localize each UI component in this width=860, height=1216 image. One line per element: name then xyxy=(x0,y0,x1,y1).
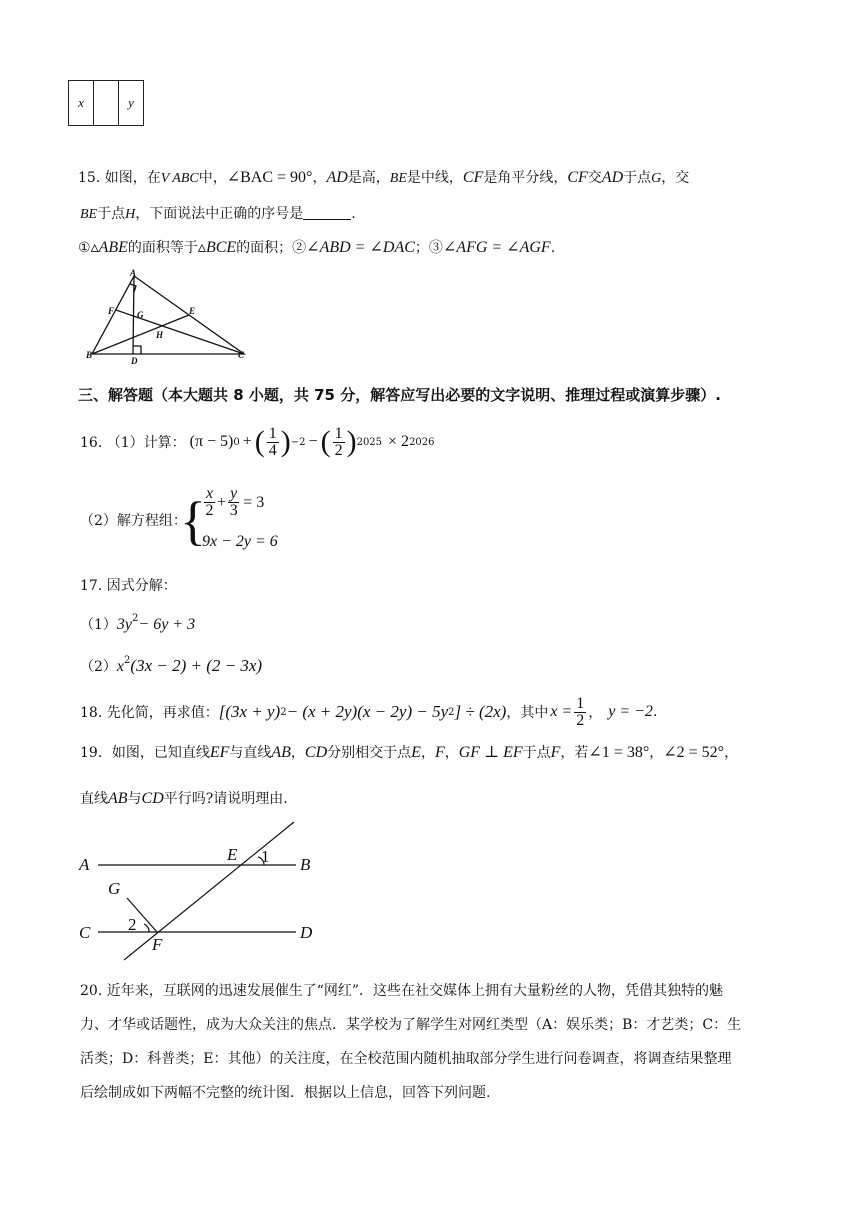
q16-eq1: $\frac{x}{2}$ + $\frac{y}{3}$ = 3 xyxy=(205,485,265,519)
triangle-abc xyxy=(92,276,244,354)
fig-label-d: D xyxy=(131,356,138,364)
fig2-label-1: 1 xyxy=(261,847,270,866)
triangle-figure xyxy=(86,268,256,364)
q17-part2: $(2)x^2(3x - 2) + (2 - 3x)$ xyxy=(80,655,263,675)
q15-line2: BE于点H，下面说法中正确的序号是 . xyxy=(80,206,356,222)
grid-cell-empty xyxy=(94,81,119,126)
section-3-heading: 三、解答题（本大题共 8 小题，共 75 分，解答应写出必要的文字说明、推理过程或演算步骤）. xyxy=(78,386,721,404)
right-angle-a xyxy=(130,284,136,292)
fig2-label-d: D xyxy=(300,923,313,942)
right-angle-d xyxy=(133,346,141,354)
fig2-label-b: B xyxy=(300,855,311,874)
parallel-lines-figure xyxy=(74,818,334,964)
fig-label-a: A xyxy=(130,268,137,278)
system-brace: { xyxy=(180,491,206,551)
q17-part1: $(1)3y^2- 6y + 3$ xyxy=(80,613,196,633)
fig2-label-2: 2 xyxy=(128,915,137,934)
fig-label-b: B xyxy=(86,350,93,360)
altitude-ad xyxy=(133,276,134,354)
fig-label-f: F xyxy=(108,306,115,316)
q16-eq2: 9x − 2y = 6 xyxy=(202,533,278,550)
fraction-one-half: $\frac{1}{2}$ xyxy=(334,424,343,459)
fig-label-g: G xyxy=(137,310,144,320)
grid-cell-y: y xyxy=(119,81,144,126)
fig-label-e: E xyxy=(189,306,196,316)
q16-part2-label: （2）解方程组： xyxy=(80,513,187,529)
q20-line1: 20. 近年来，互联网的迅速发展催生了“网红”．这些在社交媒体上拥有大量粉丝的人物，凭借其独特的魅 xyxy=(80,983,724,999)
grid-cell-x: x xyxy=(69,81,94,126)
fig2-label-g: G xyxy=(108,879,121,898)
q20-line4: 后绘制成如下两幅不完整的统计图．根据以上信息，回答下列问题. xyxy=(80,1085,491,1101)
fig2-label-c: C xyxy=(79,923,91,942)
q20-line3: 活类；D：科普类；E：其他）的关注度，在全校范围内随机抽取部分学生进行问卷调查，将调查结果整理 xyxy=(80,1051,732,1067)
q19-line2: 直线AB与CD平行吗?请说明理由. xyxy=(80,790,288,807)
answer-grid xyxy=(68,80,144,126)
angle-2-arc xyxy=(144,924,149,932)
line-ef xyxy=(124,822,294,960)
q17-title: 17. 因式分解： xyxy=(80,578,177,594)
fraction-one-quarter: $\frac{1}{4}$ xyxy=(268,424,277,459)
q18: 18. 先化简，再求值： [(3x + y) 2 − (x + 2y)(x − 2y) − 5y 2 ] ÷ (2x) ，其中 x = $\frac{1}{2}$ ， y = −2 . xyxy=(80,694,658,729)
fig2-label-e: E xyxy=(227,845,238,864)
q15-line3: ①▵ABE的面积等于▵BCE的面积；②∠ABD = ∠DAC；③∠AFG = ∠AGF. xyxy=(78,239,556,256)
bisector-cf xyxy=(116,310,244,354)
answer-blank[interactable] xyxy=(303,207,351,220)
q20-line2: 力、才华或话题性，成为大众关注的焦点．某学校为了解学生对网红类型（A：娱乐类；B：才艺类；C：生 xyxy=(80,1017,742,1033)
q19-line1: 19．如图，已知直线EF与直线AB，CD分别相交于点E，F，GF ⊥ EF于点F，若∠1 = 38°，∠2 = 52°， xyxy=(80,744,739,761)
fig2-label-f: F xyxy=(152,935,163,954)
q15-line1: 15. 如图，在V ABC中，∠BAC = 90°，AD是高，BE是中线，CF是角平分线，CF交AD于点G，交 xyxy=(78,169,690,186)
fig-label-c: C xyxy=(238,350,245,360)
fig-label-h: H xyxy=(156,330,164,340)
fig2-label-a: A xyxy=(79,855,90,874)
q16-part1: 16. （1）计算： (π − 5) 0 + ( $\frac{1}{4}$ ) −2 − ( $\frac{1}{2}$ ) 2025 × 2 2026 xyxy=(80,424,435,459)
